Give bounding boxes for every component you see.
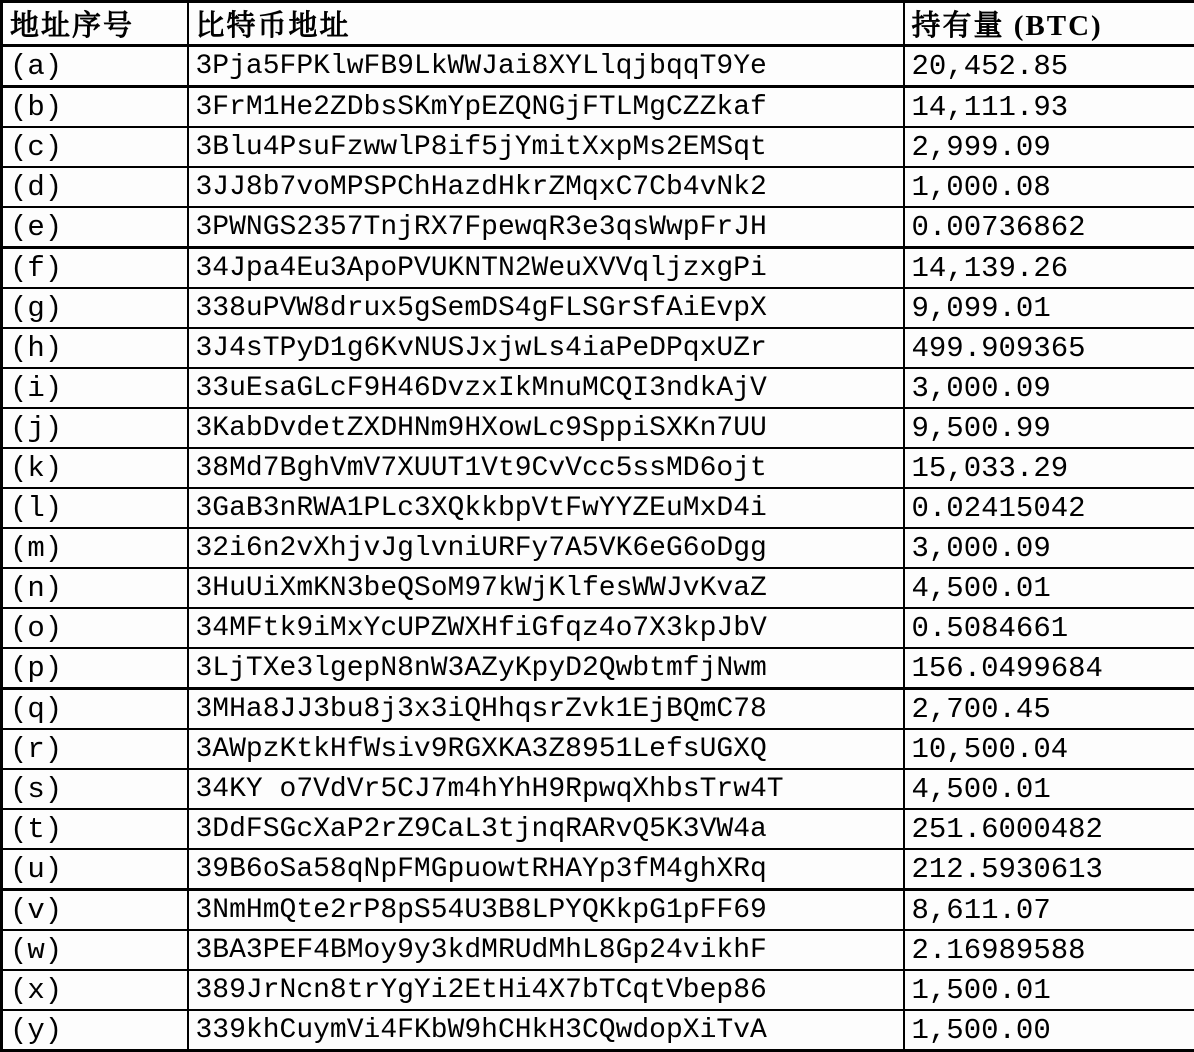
btc-address-cell: 3PWNGS2357TnjRX7FpewqR3e3qsWwpFrJH — [188, 207, 904, 248]
holdings-amount-cell: 14,139.26 — [904, 248, 1194, 289]
address-seq-cell: (q) — [2, 689, 188, 730]
btc-address-cell: 34MFtk9iMxYcUPZWXHfiGfqz4o7X3kpJbV — [188, 608, 904, 648]
btc-address-cell: 3JJ8b7voMPSPChHazdHkrZMqxC7Cb4vNk2 — [188, 167, 904, 207]
btc-address-cell: 32i6n2vXhjvJglvniURFy7A5VK6eG6oDgg — [188, 528, 904, 568]
holdings-amount-cell: 4,500.01 — [904, 769, 1194, 809]
address-seq-cell: (c) — [2, 127, 188, 167]
table-row — [2, 568, 1194, 608]
address-seq-cell: (u) — [2, 849, 188, 890]
btc-address-cell: 3LjTXe3lgepN8nW3AZyKpyD2QwbtmfjNwm — [188, 648, 904, 689]
btc-address-cell: 389JrNcn8trYgYi2EtHi4X7bTCqtVbep86 — [188, 970, 904, 1010]
holdings-amount-cell: 2,700.45 — [904, 689, 1194, 730]
holdings-amount-cell: 4,500.01 — [904, 568, 1194, 608]
holdings-amount-cell: 212.5930613 — [904, 849, 1194, 890]
address-seq-cell: (k) — [2, 448, 188, 488]
address-seq-cell: (i) — [2, 368, 188, 408]
btc-address-cell: 3J4sTPyD1g6KvNUSJxjwLs4iaPeDPqxUZr — [188, 328, 904, 368]
table-row — [2, 488, 1194, 528]
table-row — [2, 127, 1194, 167]
holdings-amount-cell: 0.5084661 — [904, 608, 1194, 648]
btc-address-cell: 3FrM1He2ZDbsSKmYpEZQNGjFTLMgCZZkaf — [188, 87, 904, 128]
table-row — [2, 528, 1194, 568]
table-body — [2, 46, 1194, 1051]
btc-address-cell: 38Md7BghVmV7XUUT1Vt9CvVcc5ssMD6ojt — [188, 448, 904, 488]
address-seq-cell: (j) — [2, 408, 188, 448]
table-row — [2, 890, 1194, 931]
holdings-amount-cell: 1,500.00 — [904, 1010, 1194, 1051]
table-row — [2, 769, 1194, 809]
address-seq-cell: (a) — [2, 46, 188, 87]
btc-address-cell: 3KabDvdetZXDHNm9HXowLc9SppiSXKn7UU — [188, 408, 904, 448]
table-row — [2, 87, 1194, 128]
btc-address-cell: 3NmHmQte2rP8pS54U3B8LPYQKkpG1pFF69 — [188, 890, 904, 931]
table-row — [2, 368, 1194, 408]
address-seq-cell: (v) — [2, 890, 188, 931]
holdings-amount-cell: 20,452.85 — [904, 46, 1194, 87]
btc-address-cell: 3HuUiXmKN3beQSoM97kWjKlfesWWJvKvaZ — [188, 568, 904, 608]
btc-address-cell: 338uPVW8drux5gSemDS4gFLSGrSfAiEvpX — [188, 288, 904, 328]
table-row — [2, 809, 1194, 849]
btc-address-cell: 3Blu4PsuFzwwlP8if5jYmitXxpMs2EMSqt — [188, 127, 904, 167]
holdings-amount-cell: 156.0499684 — [904, 648, 1194, 689]
address-seq-cell: (d) — [2, 167, 188, 207]
header-row — [2, 2, 1194, 46]
btc-address-cell: 33uEsaGLcF9H46DvzxIkMnuMCQI3ndkAjV — [188, 368, 904, 408]
table-row — [2, 1010, 1194, 1051]
address-seq-cell: (n) — [2, 568, 188, 608]
table-row — [2, 408, 1194, 448]
table-row — [2, 248, 1194, 289]
btc-address-cell: 3MHa8JJ3bu8j3x3iQHhqsrZvk1EjBQmC78 — [188, 689, 904, 730]
holdings-amount-cell: 3,000.09 — [904, 368, 1194, 408]
holdings-amount-cell: 9,500.99 — [904, 408, 1194, 448]
table-row — [2, 729, 1194, 769]
address-seq-cell: (r) — [2, 729, 188, 769]
address-seq-cell: (e) — [2, 207, 188, 248]
btc-address-cell: 3BA3PEF4BMoy9y3kdMRUdMhL8Gp24vikhF — [188, 930, 904, 970]
btc-address-cell: 3AWpzKtkHfWsiv9RGXKA3Z8951LefsUGXQ — [188, 729, 904, 769]
btc-address-cell: 3DdFSGcXaP2rZ9CaL3tjnqRARvQ5K3VW4a — [188, 809, 904, 849]
holdings-amount-cell: 0.00736862 — [904, 207, 1194, 248]
holdings-amount-cell: 251.6000482 — [904, 809, 1194, 849]
address-seq-cell: (t) — [2, 809, 188, 849]
holdings-amount-cell: 10,500.04 — [904, 729, 1194, 769]
btc-address-cell: 34KY o7VdVr5CJ7m4hYhH9RpwqXhbsTrw4T — [188, 769, 904, 809]
table-row — [2, 288, 1194, 328]
btc-address-cell: 3GaB3nRWA1PLc3XQkkbpVtFwYYZEuMxD4i — [188, 488, 904, 528]
btc-address-cell: 3Pja5FPKlwFB9LkWWJai8XYLlqjbqqT9Ye — [188, 46, 904, 87]
holdings-amount-cell: 2.16989588 — [904, 930, 1194, 970]
holdings-amount-cell: 14,111.93 — [904, 87, 1194, 128]
address-seq-cell: (s) — [2, 769, 188, 809]
holdings-amount-cell: 499.909365 — [904, 328, 1194, 368]
table-row — [2, 448, 1194, 488]
btc-address-cell: 34Jpa4Eu3ApoPVUKNTN2WeuXVVqljzxgPi — [188, 248, 904, 289]
table-row — [2, 849, 1194, 890]
address-seq-cell: (b) — [2, 87, 188, 128]
address-seq-cell: (x) — [2, 970, 188, 1010]
address-seq-cell: (w) — [2, 930, 188, 970]
address-seq-cell: (h) — [2, 328, 188, 368]
address-seq-cell: (o) — [2, 608, 188, 648]
btc-address-cell: 339khCuymVi4FKbW9hCHkH3CQwdopXiTvA — [188, 1010, 904, 1051]
holdings-amount-cell: 1,000.08 — [904, 167, 1194, 207]
holdings-amount-cell: 3,000.09 — [904, 528, 1194, 568]
table-row — [2, 930, 1194, 970]
col-header-btc-address: 比特币地址 — [188, 2, 904, 46]
col-header-address-seq: 地址序号 — [2, 2, 188, 46]
table-row — [2, 207, 1194, 248]
table-row — [2, 648, 1194, 689]
address-seq-cell: (f) — [2, 248, 188, 289]
btc-address-cell: 39B6oSa58qNpFMGpuowtRHAYp3fM4ghXRq — [188, 849, 904, 890]
holdings-amount-cell: 8,611.07 — [904, 890, 1194, 931]
holdings-amount-cell: 9,099.01 — [904, 288, 1194, 328]
address-seq-cell: (m) — [2, 528, 188, 568]
holdings-amount-cell: 1,500.01 — [904, 970, 1194, 1010]
table-row — [2, 970, 1194, 1010]
col-header-holdings-btc: 持有量 (BTC) — [904, 2, 1194, 46]
table-row — [2, 608, 1194, 648]
table-row — [2, 46, 1194, 87]
address-seq-cell: (l) — [2, 488, 188, 528]
address-seq-cell: (p) — [2, 648, 188, 689]
holdings-amount-cell: 15,033.29 — [904, 448, 1194, 488]
address-seq-cell: (y) — [2, 1010, 188, 1051]
address-seq-cell: (g) — [2, 288, 188, 328]
holdings-amount-cell: 0.02415042 — [904, 488, 1194, 528]
holdings-amount-cell: 2,999.09 — [904, 127, 1194, 167]
table-row — [2, 328, 1194, 368]
table-row — [2, 689, 1194, 730]
table-row — [2, 167, 1194, 207]
